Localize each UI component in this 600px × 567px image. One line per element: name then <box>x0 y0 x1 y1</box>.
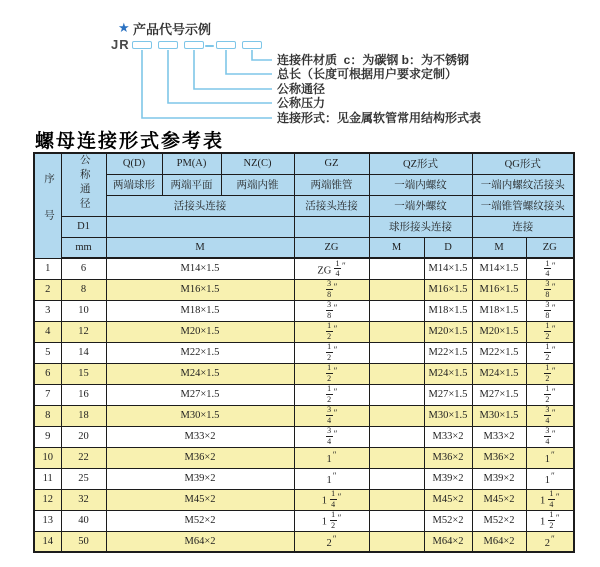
cell-serial: 8 <box>34 405 61 426</box>
table-row <box>34 405 574 426</box>
cell-qg-m: M14×1.5 <box>472 258 526 279</box>
cell-dn: 18 <box>61 405 106 426</box>
cell-qg-zg: $\frac{3}{8}$ ″ <box>526 300 574 321</box>
header-pm: PM(A) <box>162 153 221 174</box>
cell-qz-d: M14×1.5 <box>424 258 472 279</box>
header-sub-qz-d: D <box>424 237 472 258</box>
cell-thread-m: M30×1.5 <box>106 405 294 426</box>
table-title: 螺母连接形式参考表 <box>35 131 225 152</box>
cell-qz-d: M18×1.5 <box>424 300 472 321</box>
cell-qg-m: M30×1.5 <box>472 405 526 426</box>
header-mm: mm <box>61 237 106 258</box>
label-material: 连接件材质 c：为碳钢 b：为不锈钢 <box>277 53 470 67</box>
header-qg-desc3: 连接 <box>472 216 574 237</box>
cell-qz-d: M36×2 <box>424 447 472 468</box>
cell-qz-d: M30×1.5 <box>424 405 472 426</box>
header-empty-gz <box>294 216 369 237</box>
table-row <box>34 510 574 531</box>
header-pm-desc: 两端平面 <box>162 174 221 195</box>
table-row <box>34 342 574 363</box>
cell-dn: 40 <box>61 510 106 531</box>
cell-qz-m <box>369 447 424 468</box>
cell-thread-m: M36×2 <box>106 447 294 468</box>
cell-dn: 22 <box>61 447 106 468</box>
table-row <box>34 426 574 447</box>
table-row <box>34 384 574 405</box>
cell-qz-m <box>369 321 424 342</box>
cell-thread-m: M27×1.5 <box>106 384 294 405</box>
header-qg-desc2: 一端锥管螺纹接头 <box>472 195 574 216</box>
cell-gz-zg: $\frac{3}{4}$ ″ <box>294 405 369 426</box>
cell-thread-m: M33×2 <box>106 426 294 447</box>
cell-qg-m: M18×1.5 <box>472 300 526 321</box>
cell-dn: 8 <box>61 279 106 300</box>
header-sub-m: M <box>106 237 294 258</box>
cell-qz-d: M22×1.5 <box>424 342 472 363</box>
cell-qz-m <box>369 258 424 279</box>
cell-serial: 3 <box>34 300 61 321</box>
cell-qz-d: M20×1.5 <box>424 321 472 342</box>
table-row <box>34 489 574 510</box>
table-row <box>34 258 574 279</box>
cell-qg-m: M39×2 <box>472 468 526 489</box>
header-sub-zg: ZG <box>294 237 369 258</box>
header-sub-qz-m: M <box>369 237 424 258</box>
cell-qg-zg: 2″ <box>526 531 574 552</box>
header-serial: 序号 <box>34 153 61 258</box>
cell-qg-m: M27×1.5 <box>472 384 526 405</box>
table-row <box>34 531 574 552</box>
cell-qz-m <box>369 342 424 363</box>
cell-qg-zg: $\frac{1}{4}$ ″ <box>526 258 574 279</box>
cell-qz-d: M24×1.5 <box>424 363 472 384</box>
cell-dn: 16 <box>61 384 106 405</box>
header-qz: QZ形式 <box>369 153 472 174</box>
cell-serial: 12 <box>34 489 61 510</box>
cell-qz-m <box>369 363 424 384</box>
table-header <box>34 153 574 258</box>
cell-gz-zg: 2″ <box>294 531 369 552</box>
cell-serial: 7 <box>34 384 61 405</box>
cell-qg-zg: $\frac{3}{4}$ ″ <box>526 426 574 447</box>
cell-serial: 14 <box>34 531 61 552</box>
table-row <box>34 468 574 489</box>
cell-gz-zg: 1 $\frac{1}{2}$ ″ <box>294 510 369 531</box>
table-row <box>34 321 574 342</box>
cell-dn: 12 <box>61 321 106 342</box>
cell-qg-m: M24×1.5 <box>472 363 526 384</box>
header-sub-qg-zg: ZG <box>526 237 574 258</box>
header-nz: NZ(C) <box>221 153 294 174</box>
cell-qg-zg: 1 $\frac{1}{2}$ ″ <box>526 510 574 531</box>
cell-qz-m <box>369 384 424 405</box>
cell-qz-d: M39×2 <box>424 468 472 489</box>
cell-gz-zg: 1″ <box>294 447 369 468</box>
cell-serial: 4 <box>34 321 61 342</box>
table-row <box>34 363 574 384</box>
cell-qz-m <box>369 300 424 321</box>
header-nominal-diameter: 公称通径 <box>61 153 106 216</box>
product-code-prefix: JR <box>111 37 130 52</box>
cell-serial: 9 <box>34 426 61 447</box>
cell-gz-zg: $\frac{3}{4}$ ″ <box>294 426 369 447</box>
cell-dn: 6 <box>61 258 106 279</box>
cell-thread-m: M64×2 <box>106 531 294 552</box>
cell-gz-zg: $\frac{3}{8}$ ″ <box>294 279 369 300</box>
table-row <box>34 447 574 468</box>
cell-gz-zg: 1″ <box>294 468 369 489</box>
cell-gz-zg: $\frac{1}{2}$ ″ <box>294 363 369 384</box>
label-connection-form: 连接形式：见金属软管常用结构形式表 <box>277 111 482 125</box>
cell-qg-m: M64×2 <box>472 531 526 552</box>
cell-qg-m: M45×2 <box>472 489 526 510</box>
cell-qz-d: M45×2 <box>424 489 472 510</box>
header-qg: QG形式 <box>472 153 574 174</box>
cell-qg-zg: $\frac{1}{2}$ ″ <box>526 321 574 342</box>
cell-qg-zg: 1″ <box>526 468 574 489</box>
header-qg-desc1: 一端内螺纹活接头 <box>472 174 574 195</box>
cell-thread-m: M52×2 <box>106 510 294 531</box>
cell-qz-m <box>369 405 424 426</box>
cell-qg-zg: $\frac{3}{4}$ ″ <box>526 405 574 426</box>
header-qz-desc2: 一端外螺纹 <box>369 195 472 216</box>
cell-qz-m <box>369 279 424 300</box>
cell-gz-zg: 1 $\frac{1}{4}$ ″ <box>294 489 369 510</box>
cell-serial: 11 <box>34 468 61 489</box>
cell-thread-m: M18×1.5 <box>106 300 294 321</box>
cell-qz-m <box>369 489 424 510</box>
cell-serial: 5 <box>34 342 61 363</box>
diagram-heading: 产品代号示例 <box>133 22 212 37</box>
cell-dn: 50 <box>61 531 106 552</box>
header-sub-qg-m: M <box>472 237 526 258</box>
table-row <box>34 300 574 321</box>
cell-qg-m: M22×1.5 <box>472 342 526 363</box>
cell-dn: 25 <box>61 468 106 489</box>
cell-thread-m: M16×1.5 <box>106 279 294 300</box>
cell-serial: 13 <box>34 510 61 531</box>
cell-qg-zg: 1″ <box>526 447 574 468</box>
cell-thread-m: M45×2 <box>106 489 294 510</box>
cell-thread-m: M22×1.5 <box>106 342 294 363</box>
cell-thread-m: M20×1.5 <box>106 321 294 342</box>
cell-thread-m: M24×1.5 <box>106 363 294 384</box>
cell-dn: 14 <box>61 342 106 363</box>
cell-dn: 20 <box>61 426 106 447</box>
header-qz-desc3: 球形接头连接 <box>369 216 472 237</box>
cell-serial: 6 <box>34 363 61 384</box>
cell-gz-zg: $\frac{1}{2}$ ″ <box>294 384 369 405</box>
label-nominal-diameter: 公称通径 <box>277 82 326 96</box>
header-gz-union: 活接头连接 <box>294 195 369 216</box>
cell-qz-d: M33×2 <box>424 426 472 447</box>
cell-qg-zg: 1 $\frac{1}{4}$ ″ <box>526 489 574 510</box>
cell-dn: 10 <box>61 300 106 321</box>
nut-connection-table <box>33 152 575 553</box>
cell-qg-zg: $\frac{1}{2}$ ″ <box>526 342 574 363</box>
header-q-desc: 两端球形 <box>106 174 162 195</box>
cell-serial: 10 <box>34 447 61 468</box>
cell-qz-m <box>369 426 424 447</box>
cell-serial: 1 <box>34 258 61 279</box>
header-gz: GZ <box>294 153 369 174</box>
cell-dn: 32 <box>61 489 106 510</box>
header-union-connection: 活接头连接 <box>106 195 294 216</box>
cell-qz-d: M64×2 <box>424 531 472 552</box>
label-nominal-pressure: 公称压力 <box>277 96 326 110</box>
cell-qz-d: M16×1.5 <box>424 279 472 300</box>
cell-qg-m: M36×2 <box>472 447 526 468</box>
cell-qg-m: M33×2 <box>472 426 526 447</box>
cell-qz-m <box>369 510 424 531</box>
cell-qg-m: M16×1.5 <box>472 279 526 300</box>
cell-gz-zg: $\frac{1}{2}$ ″ <box>294 342 369 363</box>
label-total-length: 总长（长度可根据用户要求定制） <box>277 67 458 81</box>
header-empty-qpmnz <box>106 216 294 237</box>
cell-qg-zg: $\frac{1}{2}$ ″ <box>526 384 574 405</box>
cell-qz-m <box>369 468 424 489</box>
cell-qz-m <box>369 531 424 552</box>
cell-serial: 2 <box>34 279 61 300</box>
cell-qg-m: M20×1.5 <box>472 321 526 342</box>
cell-gz-zg: ZG $\frac{1}{4}$ ″ <box>294 258 369 279</box>
cell-qg-zg: $\frac{1}{2}$ ″ <box>526 363 574 384</box>
table-row <box>34 279 574 300</box>
star-icon: ★ <box>118 20 130 35</box>
cell-qz-d: M52×2 <box>424 510 472 531</box>
cell-thread-m: M14×1.5 <box>106 258 294 279</box>
cell-gz-zg: $\frac{3}{8}$ ″ <box>294 300 369 321</box>
header-nz-desc: 两端内锥 <box>221 174 294 195</box>
header-qz-desc1: 一端内螺纹 <box>369 174 472 195</box>
header-q: Q(D) <box>106 153 162 174</box>
cell-thread-m: M39×2 <box>106 468 294 489</box>
cell-dn: 15 <box>61 363 106 384</box>
cell-qz-d: M27×1.5 <box>424 384 472 405</box>
cell-qg-m: M52×2 <box>472 510 526 531</box>
table-body <box>34 258 574 552</box>
cell-gz-zg: $\frac{1}{2}$ ″ <box>294 321 369 342</box>
cell-qg-zg: $\frac{3}{8}$ ″ <box>526 279 574 300</box>
header-d1: D1 <box>61 216 106 237</box>
header-gz-desc: 两端锥管 <box>294 174 369 195</box>
